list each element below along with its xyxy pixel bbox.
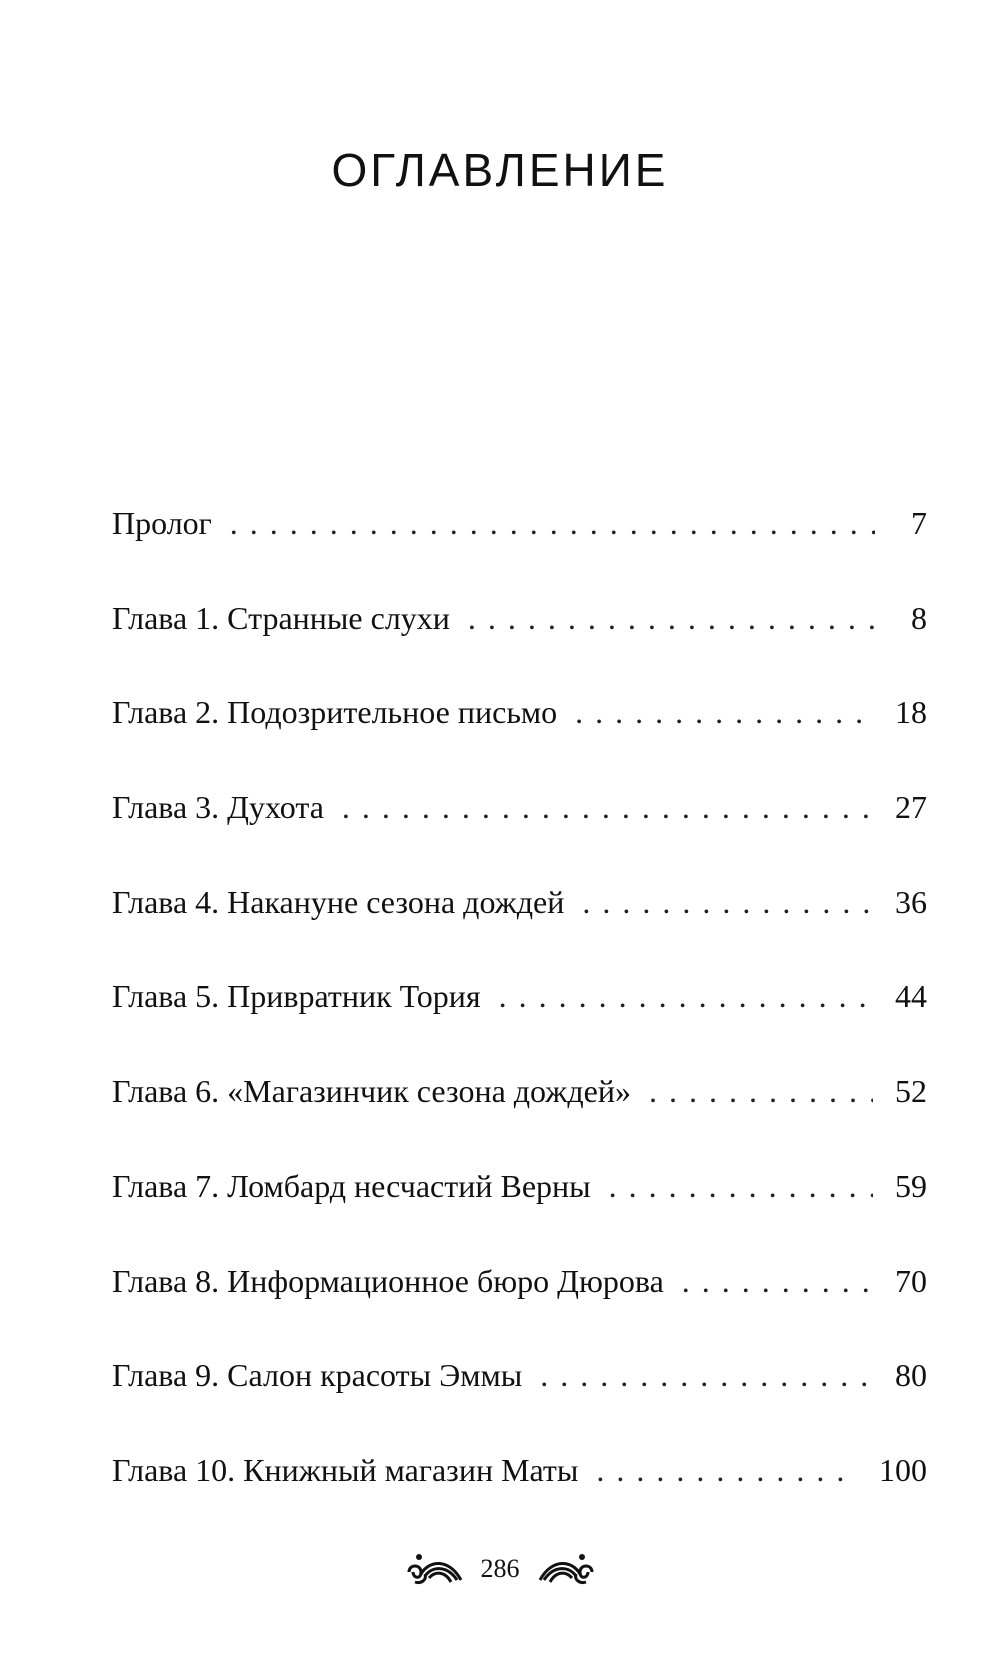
page-footer (0, 1552, 1000, 1586)
scroll-ornament-icon (405, 1552, 467, 1586)
toc-entry-page: 8 (911, 599, 927, 636)
dot-leader (499, 978, 873, 1015)
toc-entry-page: 18 (895, 694, 927, 731)
toc-entry-page: 36 (895, 883, 927, 920)
dot-leader (609, 1168, 873, 1205)
toc-entry (112, 1357, 927, 1452)
toc-entry-title: Глава 6. «Магазинчик сезона дождей» (112, 1073, 631, 1110)
toc-entry-title: Глава 9. Салон красоты Эммы (112, 1357, 523, 1394)
toc-entry (112, 1168, 927, 1263)
toc-entry-title: Глава 1. Странные слухи (112, 599, 450, 636)
toc-entry (112, 1073, 927, 1168)
toc-entry (112, 978, 927, 1073)
toc-entry (112, 505, 927, 600)
page-number: 286 (480, 1554, 520, 1583)
toc-entry (112, 884, 927, 979)
dot-leader (230, 505, 875, 542)
toc-entry-page: 44 (895, 978, 927, 1015)
toc-entry (112, 789, 927, 884)
dot-leader (468, 600, 875, 637)
toc-entry-page: 80 (895, 1357, 927, 1394)
toc-entry-page: 100 (879, 1451, 927, 1488)
toc-entry-title: Глава 5. Привратник Тория (112, 978, 481, 1015)
toc-entry-page: 52 (895, 1073, 927, 1110)
toc-entry (112, 600, 927, 695)
dot-leader (582, 884, 873, 921)
dot-leader (682, 1263, 873, 1300)
toc-entry (112, 694, 927, 789)
toc-entry-title: Глава 3. Духота (112, 789, 324, 826)
table-of-contents (112, 505, 927, 1547)
toc-entry-title: Пролог (112, 505, 212, 541)
scroll-ornament-icon (534, 1552, 596, 1586)
toc-entry-title: Глава 2. Подозрительное письмо (112, 694, 558, 731)
toc-entry-title: Глава 8. Информационное бюро Дюрова (112, 1262, 664, 1299)
dot-leader (596, 1452, 857, 1489)
toc-entry-title: Глава 10. Книжный магазин Маты (112, 1451, 579, 1488)
dot-leader (649, 1073, 873, 1110)
toc-entry-page: 27 (895, 789, 927, 826)
page-title: ОГЛАВЛЕНИЕ (331, 143, 669, 196)
toc-entry (112, 1263, 927, 1358)
toc-entry (112, 1452, 927, 1547)
toc-entry-page: 7 (911, 505, 927, 541)
dot-leader (342, 789, 873, 826)
toc-entry-page: 59 (895, 1167, 927, 1204)
toc-entry-page: 70 (895, 1262, 927, 1299)
dot-leader (540, 1357, 873, 1394)
dot-leader (575, 694, 873, 731)
toc-entry-title: Глава 7. Ломбард несчастий Верны (112, 1167, 591, 1204)
toc-entry-title: Глава 4. Накануне сезона дождей (112, 883, 565, 920)
